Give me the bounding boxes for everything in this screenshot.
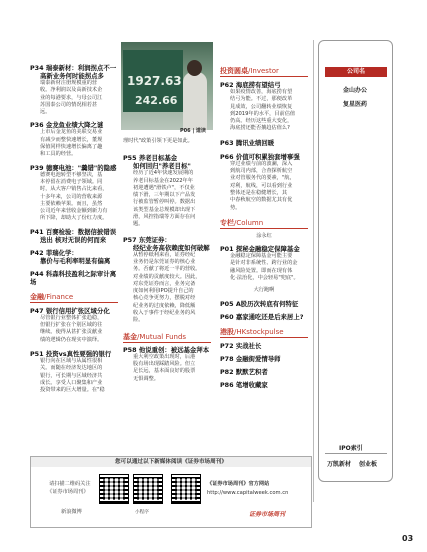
- finance-summary-line: 投资带来的巨大增量。在"稳: [40, 387, 105, 394]
- finance-summary-line: 尽管银行业整体扩张趋稳，: [40, 314, 103, 321]
- investor-summary-line: 如果疫情改善，海底捞有望: [230, 89, 293, 95]
- column-title: 探秘金融稳定保障基金: [235, 245, 300, 254]
- mutual-summary-line: 重大利空政策出现时，后港: [133, 353, 196, 360]
- middle-summary-line: 养老目标基金在2022年年: [133, 177, 193, 184]
- column-summary-line: 金融稳定保障基金可能主要: [230, 253, 293, 260]
- stock-number-2: 242.66: [135, 94, 178, 107]
- finance-page-number: P47: [30, 306, 44, 315]
- investor-summary-line: 見成效，公司翻转业绩恢复: [230, 103, 293, 110]
- left-headline[interactable]: [30, 228, 118, 236]
- section-investor-cn: 投资圆桌: [220, 67, 248, 75]
- middle-summary-line: 度如何利用IPO提升自己的: [133, 288, 194, 295]
- left-title: 瑞泰新材：利润拐点不一: [45, 64, 117, 72]
- footer-banner-text: 您可以通过以下新媒体阅读《证券市场周刊》: [115, 459, 227, 465]
- finance-summary-line: 继续。使得从甚扩张贡献业: [40, 329, 103, 336]
- middle-summary-line: 业务仍是东莞证券的核心业: [133, 258, 196, 265]
- company-index-title: 公司名: [325, 67, 387, 77]
- middle-top-text: 理时代"政策引领下更是如此。: [123, 138, 193, 144]
- middle-column: [123, 138, 211, 387]
- finance-summary-line: 银行，可长期与区域经济共: [40, 372, 103, 379]
- hkstock-item[interactable]: [220, 381, 308, 389]
- right-column: [220, 66, 308, 394]
- hkstock-headline[interactable]: [220, 342, 308, 350]
- investor-item[interactable]: [220, 139, 308, 147]
- investor-page-number: P63: [220, 138, 234, 147]
- investor-title: 价值可积累独套增事强: [235, 152, 300, 161]
- finance-headline[interactable]: [30, 307, 118, 315]
- section-investor: [220, 66, 308, 77]
- finance-item[interactable]: [30, 350, 118, 394]
- cover-photo: [121, 42, 213, 130]
- footer-banner: [31, 457, 311, 467]
- middle-summary-line: 经历了近4年快速发展期的: [133, 170, 194, 177]
- left-summary-line: 时，从大客户销售占比来看，: [40, 186, 108, 193]
- investor-headline[interactable]: [220, 153, 308, 161]
- ipo-divider: [325, 453, 387, 454]
- left-item[interactable]: [30, 270, 118, 286]
- mutual-headline[interactable]: [123, 346, 211, 354]
- person-head: [187, 60, 202, 76]
- investor-summary-line: 势。: [230, 204, 241, 211]
- left-summary-line: 和工具的经营。: [40, 151, 77, 158]
- left-summary-line: 保值同样快速增长偏离了趣: [40, 144, 103, 151]
- left-item[interactable]: [30, 121, 118, 158]
- section-mutual-en: /Mutual Funds: [137, 332, 187, 341]
- finance-summary-line: 关。而随在经济发达地区的: [40, 365, 103, 372]
- left-summary-line: 远。: [40, 109, 51, 116]
- finance-summary-line: 成长。享受人口聚集和产业: [40, 379, 103, 386]
- mutual-item[interactable]: [123, 346, 211, 383]
- left-summary-line: 瑞泰新材注册规模重的营: [40, 80, 98, 86]
- qr-left-label-1: 请扫描二维码关注: [49, 481, 91, 487]
- middle-summary-line: 纪业务的过度依赖，降低额: [133, 302, 196, 309]
- page-number: 03: [402, 534, 414, 543]
- ipo-index-title: IPO索引: [339, 445, 363, 452]
- left-page-number: P34: [30, 64, 44, 72]
- mutual-title: 他说重创：被远基金拜本: [138, 345, 210, 354]
- company-index-box: [318, 40, 393, 482]
- company-item-2: 复星医药: [343, 101, 368, 108]
- section-column: [220, 218, 308, 229]
- column-author: 涂永红: [256, 232, 272, 239]
- section-column-cn: 专栏: [220, 218, 234, 227]
- section-hk-en: /HKstockpulse: [234, 327, 284, 336]
- finance-summary-line: 银行向在区域与从属性很相: [40, 357, 103, 364]
- investor-title: 腾讯业绩回暖: [235, 138, 275, 147]
- hkstock-title: 笔增收藏家: [235, 380, 268, 389]
- column-divider: [313, 40, 314, 502]
- weibo-label: 新浪微博: [61, 509, 82, 515]
- column-item[interactable]: [220, 245, 308, 282]
- left-title: 百赛检验：数据信披错误: [45, 227, 117, 236]
- hkstock-page-number: P72: [220, 341, 234, 350]
- section-mutual-funds: [123, 332, 211, 343]
- investor-title: 海底捞有望结弓: [235, 81, 281, 89]
- left-title: 菲瑞化学：: [45, 248, 78, 257]
- section-hkstock: [220, 327, 308, 338]
- left-summary-line: 所下降，却助大了份红力度。: [40, 215, 108, 222]
- investor-item[interactable]: [220, 153, 308, 212]
- column-author: 大行跑啊: [253, 287, 275, 294]
- left-item[interactable]: [30, 164, 118, 223]
- investor-page-number: P66: [220, 152, 234, 161]
- photo-caption: P06 | 道读: [180, 128, 206, 134]
- middle-summary-line: 从暂停纸利来看，证券经纪: [133, 251, 196, 258]
- hkstock-title: 金融街爱情导师: [235, 354, 281, 363]
- investor-summary-line: 海底捞还能否攘趋估值么?: [230, 125, 290, 132]
- middle-summary-line: 对业绩的贡献度较大。因此，: [133, 273, 201, 280]
- left-title: 科森科技盈利之际审计离场: [30, 269, 117, 286]
- finance-title: 银行信用扩张区域分化: [45, 306, 110, 315]
- investor-headline[interactable]: [220, 81, 308, 89]
- middle-summary-line: 核心竞争更努力，摆脱对经: [133, 295, 196, 302]
- middle-page-number: P55: [123, 154, 137, 163]
- column-summary-line: 是针对非系统性、跨行业的金: [230, 260, 298, 267]
- hkstock-title: 默默艺积者: [235, 367, 268, 376]
- qr-code-website[interactable]: [171, 474, 201, 504]
- left-headline[interactable]: [30, 270, 118, 286]
- finance-page-number: P51: [30, 349, 44, 358]
- middle-summary-line: 对东莞证券而言，业务完备: [133, 280, 196, 287]
- hkstock-item[interactable]: [220, 342, 308, 350]
- investor-summary-line: 业对管服务代的要素，"航，: [230, 175, 295, 182]
- middle-item[interactable]: [123, 154, 211, 228]
- left-summary-line: 主要依赖苹果。而且，虽然: [40, 200, 103, 207]
- section-investor-en: /Investor: [248, 67, 279, 75]
- finance-headline[interactable]: [30, 350, 118, 358]
- ipo-item-2: 创业板: [359, 461, 378, 468]
- middle-summary-line: 题。: [133, 221, 144, 228]
- left-column: [30, 64, 118, 400]
- hkstock-headline[interactable]: [220, 355, 308, 363]
- column-item[interactable]: [220, 313, 308, 321]
- left-headline[interactable]: [30, 64, 118, 72]
- mutual-summary-line: 无惧调整。: [133, 375, 159, 382]
- hkstock-item[interactable]: [220, 355, 308, 363]
- hkstock-title: 实战社长: [235, 341, 262, 350]
- hkstock-headline[interactable]: [220, 381, 308, 389]
- hkstock-page-number: P82: [220, 367, 234, 376]
- left-page-number: P36: [30, 121, 44, 130]
- middle-headline[interactable]: [123, 236, 211, 244]
- middle-page-number: P57: [123, 235, 137, 244]
- column-item[interactable]: [220, 300, 308, 308]
- left-page-number: P41: [30, 227, 44, 236]
- left-headline[interactable]: [30, 249, 118, 257]
- column-headline[interactable]: [220, 245, 308, 253]
- qr-code-miniapp[interactable]: [133, 474, 163, 504]
- section-finance-en: /Finance: [44, 292, 74, 301]
- column-headline[interactable]: [220, 300, 308, 308]
- left-item[interactable]: [30, 249, 118, 265]
- investor-summary-line: 穿过业绩与前的波澜，深入: [230, 160, 293, 167]
- footer-logo: 证券市场周刊: [249, 511, 286, 518]
- qr-code-wechat[interactable]: [99, 474, 129, 504]
- company-item-1: 金山办公: [343, 87, 368, 94]
- qr-left-label-2: 《证券市场周刊》: [47, 489, 89, 495]
- hkstock-page-number: P86: [220, 380, 234, 389]
- ipo-item-1: 万凯新材: [327, 461, 352, 468]
- left-summary-line: 上市后金龙鱼的美联交易业: [40, 129, 103, 136]
- hkstock-page-number: P78: [220, 354, 234, 363]
- column-item[interactable]: [220, 233, 308, 240]
- stock-number-1: 1927.63: [127, 74, 182, 88]
- left-subtitle: 迭出 核对无误的何而来: [40, 235, 107, 244]
- investor-summary-line: 到航司内部，合查探析航空: [230, 168, 293, 175]
- mutual-summary-line: 股有场出现踩踏风险。但立: [133, 360, 196, 367]
- hkstock-headline[interactable]: [220, 368, 308, 376]
- middle-summary-line: 初迎遭遇"滑铁卢"，不仅业: [133, 184, 195, 191]
- investor-item[interactable]: [220, 81, 308, 133]
- left-page-number: P44: [30, 269, 44, 278]
- column-title: 嘉家通吃还是后来居上?: [235, 312, 304, 321]
- middle-summary-line: 绩下滑，三年期以下产品发: [133, 192, 196, 199]
- middle-title: 东莞证券：: [138, 235, 171, 244]
- left-page-number: P39: [30, 163, 44, 172]
- left-item[interactable]: [30, 228, 118, 244]
- left-headline[interactable]: [30, 164, 118, 172]
- investor-page-number: P62: [220, 81, 234, 89]
- section-finance: [30, 292, 118, 303]
- left-title: 德赛电池："羹错"的隐感: [45, 163, 117, 172]
- footer-box: [30, 456, 312, 528]
- finance-title: 投资vs真性要强的银行: [45, 349, 112, 358]
- column-page-number: P05: [220, 299, 234, 308]
- finance-item[interactable]: [30, 307, 118, 344]
- left-summary-line: 公司近年来营收金额到新力有: [40, 208, 108, 215]
- middle-summary-line: 务。否献了将近一半的营收。: [133, 266, 201, 273]
- section-hk-cn: 港股: [220, 327, 234, 336]
- website-label: 《证券市场周刊》官方网站: [207, 481, 270, 487]
- middle-summary-line: 该类型基金总规模却出现下: [133, 206, 196, 213]
- left-summary-line: 收。净利润以及高新技术企: [40, 87, 103, 94]
- left-title: 金龙鱼业绩大降之谜: [45, 121, 104, 130]
- section-mutual-cn: 基金: [123, 332, 137, 341]
- column-title: A股历次转底有何特征: [235, 299, 299, 308]
- left-subtitle: 靠价与毛利率明显有偏离: [40, 256, 111, 265]
- investor-summary-line: 对利，航线，可以看到行业: [230, 182, 293, 189]
- investor-summary-line: 到2019年的水平，目前估值: [230, 110, 296, 117]
- finance-summary-line: 绩的逻辑仍在现实中演绎。: [40, 336, 103, 343]
- column-item[interactable]: [220, 287, 308, 294]
- finance-summary-line: 但银行扩张在个别区域的往: [40, 322, 103, 329]
- mutual-page-number: P58: [123, 345, 137, 354]
- column-page-number: P01: [220, 245, 234, 254]
- left-subtitle: 高新业务何时能拐点多: [40, 72, 104, 80]
- column-headline[interactable]: [220, 313, 308, 321]
- left-summary-line: 有减少而整快速增长，董规: [40, 136, 103, 143]
- column-page-number: P60: [220, 312, 234, 321]
- middle-subtitle: 经纪业务高依赖度如何破解: [133, 243, 210, 252]
- middle-summary-line: 收入于事件于经纪业务的风: [133, 310, 196, 317]
- section-finance-cn: 金融: [30, 292, 44, 301]
- miniapp-label: 小程序: [135, 510, 149, 515]
- left-summary-line: 本停留在消费电子领域。同: [40, 178, 103, 185]
- left-page-number: P42: [30, 248, 44, 257]
- left-summary-line: 业的每港要求，与母公司江: [40, 94, 103, 101]
- investor-summary-line: 中春秋航空的数据尤其有优: [230, 197, 293, 204]
- investor-summary-line: 整体还是在稳健增长，其: [230, 189, 288, 196]
- middle-summary-line: 滑，风控指瑞等方面存在问: [133, 214, 196, 221]
- investor-summary-line: 结弓为能。不过，那便改革: [230, 96, 293, 103]
- person-figure: [183, 72, 207, 130]
- left-summary-line: 十多年来，公司的营收来源: [40, 193, 103, 200]
- mutual-summary-line: 足长远，基本面良好的股票: [133, 368, 196, 375]
- left-item[interactable]: [30, 64, 118, 116]
- hkstock-item[interactable]: [220, 368, 308, 376]
- middle-subtitle: 如何回归"养老目标": [133, 162, 191, 171]
- left-summary-line: 德赛电池转型不够坚决，基: [40, 171, 103, 178]
- column-summary-line: 融风险处置。即而在现有体: [230, 267, 293, 274]
- middle-summary-line: 行被监管暂停叫停。数据出: [133, 199, 196, 206]
- left-summary-line: 苏国泰公司的情况相若甚: [40, 101, 98, 108]
- investor-headline[interactable]: [220, 139, 308, 147]
- middle-summary-line: 险。: [133, 317, 144, 324]
- investor-summary-line: 仍高。经历这些重大变化，: [230, 118, 293, 125]
- middle-item[interactable]: [123, 236, 211, 325]
- middle-title: 养老目标基金: [138, 154, 178, 163]
- website-url[interactable]: http://www.capitalweek.com.cn: [207, 490, 289, 496]
- column-summary-line: 化·法治化，中会轻易"兜底"。: [230, 275, 299, 282]
- section-column-en: /Column: [234, 218, 264, 227]
